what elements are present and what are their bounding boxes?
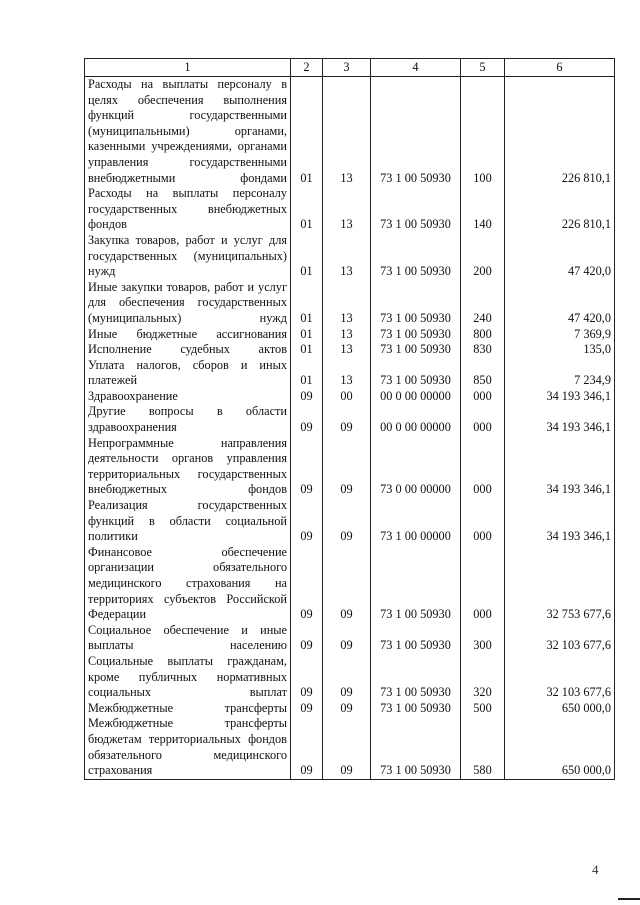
- code-subsection: 09: [323, 654, 371, 701]
- row-description: Межбюджетные трансферты бюджетам территориальных фондов обязательного медицинского страхования: [85, 716, 291, 779]
- table-row: [85, 342, 615, 358]
- table-row: [85, 280, 615, 327]
- table-header-row: [85, 59, 615, 77]
- code-target-article: 73 1 00 50930: [371, 545, 461, 623]
- code-target-article: 73 1 00 50930: [371, 701, 461, 717]
- column-header: 1: [85, 59, 291, 77]
- code-target-article: 73 1 00 50930: [371, 358, 461, 389]
- code-expense-type: 000: [461, 545, 505, 623]
- code-section: 09: [291, 436, 323, 498]
- table-row: [85, 701, 615, 717]
- code-section: 09: [291, 404, 323, 435]
- table-row: [85, 77, 615, 187]
- code-expense-type: 320: [461, 654, 505, 701]
- column-header: 6: [505, 59, 615, 77]
- amount-value: 32 103 677,6: [505, 654, 615, 701]
- code-expense-type: 800: [461, 327, 505, 343]
- row-description: Социальные выплаты гражданам, кроме публичных нормативных социальных выплат: [85, 654, 291, 701]
- code-subsection: 13: [323, 358, 371, 389]
- code-subsection: 09: [323, 701, 371, 717]
- amount-value: 135,0: [505, 342, 615, 358]
- row-description: Иные закупки товаров, работ и услуг для обеспечения государственных (муниципальных) нужд: [85, 280, 291, 327]
- code-target-article: 73 1 00 50930: [371, 77, 461, 187]
- code-expense-type: 140: [461, 186, 505, 233]
- amount-value: 32 103 677,6: [505, 623, 615, 654]
- code-target-article: 73 0 00 00000: [371, 436, 461, 498]
- code-expense-type: 580: [461, 716, 505, 779]
- code-subsection: 13: [323, 186, 371, 233]
- code-target-article: 73 1 00 50930: [371, 716, 461, 779]
- code-subsection: 09: [323, 623, 371, 654]
- table-row: [85, 545, 615, 623]
- code-expense-type: 500: [461, 701, 505, 717]
- code-section: 09: [291, 623, 323, 654]
- amount-value: 7 369,9: [505, 327, 615, 343]
- row-description: Финансовое обеспечение организации обязательного медицинского страхования на территориях субъектов Российской Федерации: [85, 545, 291, 623]
- amount-value: 650 000,0: [505, 701, 615, 717]
- code-section: 01: [291, 77, 323, 187]
- code-section: 09: [291, 389, 323, 405]
- amount-value: 47 420,0: [505, 233, 615, 280]
- row-description: Другие вопросы в области здравоохранения: [85, 404, 291, 435]
- row-description: Исполнение судебных актов: [85, 342, 291, 358]
- code-expense-type: 000: [461, 404, 505, 435]
- table-row: [85, 186, 615, 233]
- code-target-article: 73 1 00 50930: [371, 233, 461, 280]
- code-expense-type: 200: [461, 233, 505, 280]
- amount-value: 650 000,0: [505, 716, 615, 779]
- code-section: 01: [291, 342, 323, 358]
- column-header: 4: [371, 59, 461, 77]
- table-row: [85, 389, 615, 405]
- amount-value: 34 193 346,1: [505, 498, 615, 545]
- code-section: 01: [291, 280, 323, 327]
- row-description: Иные бюджетные ассигнования: [85, 327, 291, 343]
- column-header: 5: [461, 59, 505, 77]
- code-expense-type: 850: [461, 358, 505, 389]
- code-expense-type: 240: [461, 280, 505, 327]
- code-section: 01: [291, 327, 323, 343]
- table-body: [85, 77, 615, 780]
- code-target-article: 00 0 00 00000: [371, 404, 461, 435]
- amount-value: 34 193 346,1: [505, 389, 615, 405]
- code-target-article: 73 1 00 50930: [371, 342, 461, 358]
- table-row: [85, 498, 615, 545]
- code-subsection: 00: [323, 389, 371, 405]
- amount-value: 226 810,1: [505, 186, 615, 233]
- code-target-article: 73 1 00 50930: [371, 623, 461, 654]
- code-section: 09: [291, 716, 323, 779]
- margin-mark: [618, 898, 640, 900]
- table-row: [85, 623, 615, 654]
- row-description: Уплата налогов, сборов и иных платежей: [85, 358, 291, 389]
- code-section: 09: [291, 545, 323, 623]
- code-expense-type: 100: [461, 77, 505, 187]
- row-description: Расходы на выплаты персоналу государственных внебюджетных фондов: [85, 186, 291, 233]
- code-section: 01: [291, 186, 323, 233]
- code-expense-type: 300: [461, 623, 505, 654]
- code-target-article: 73 1 00 50930: [371, 186, 461, 233]
- code-subsection: 13: [323, 342, 371, 358]
- code-target-article: 73 1 00 50930: [371, 654, 461, 701]
- code-expense-type: 000: [461, 436, 505, 498]
- code-expense-type: 000: [461, 389, 505, 405]
- table-row: [85, 358, 615, 389]
- code-subsection: 09: [323, 404, 371, 435]
- column-header: 3: [323, 59, 371, 77]
- amount-value: 34 193 346,1: [505, 436, 615, 498]
- code-subsection: 13: [323, 280, 371, 327]
- budget-table: [84, 58, 615, 780]
- code-subsection: 13: [323, 233, 371, 280]
- table-row: [85, 404, 615, 435]
- row-description: Непрограммные направления деятельности органов управления территориальных государственных внебюджетных фондов: [85, 436, 291, 498]
- table-row: [85, 327, 615, 343]
- page-number: 4: [592, 862, 599, 877]
- table-row: [85, 654, 615, 701]
- row-description: Реализация государственных функций в области социальной политики: [85, 498, 291, 545]
- amount-value: 34 193 346,1: [505, 404, 615, 435]
- code-section: 09: [291, 701, 323, 717]
- row-description: Социальное обеспечение и иные выплаты населению: [85, 623, 291, 654]
- code-section: 09: [291, 498, 323, 545]
- row-description: Закупка товаров, работ и услуг для государственных (муниципальных) нужд: [85, 233, 291, 280]
- code-expense-type: 000: [461, 498, 505, 545]
- code-subsection: 09: [323, 498, 371, 545]
- code-section: 09: [291, 654, 323, 701]
- code-subsection: 13: [323, 77, 371, 187]
- code-subsection: 13: [323, 327, 371, 343]
- amount-value: 47 420,0: [505, 280, 615, 327]
- code-section: 01: [291, 233, 323, 280]
- table-row: [85, 233, 615, 280]
- code-subsection: 09: [323, 716, 371, 779]
- column-header: 2: [291, 59, 323, 77]
- table-row: [85, 716, 615, 779]
- row-description: Расходы на выплаты персоналу в целях обеспечения выполнения функций государственными (муниципальными) органами, казенными учреждениями, органами управления государственными внебюджетными фондами: [85, 77, 291, 187]
- amount-value: 32 753 677,6: [505, 545, 615, 623]
- code-expense-type: 830: [461, 342, 505, 358]
- code-subsection: 09: [323, 436, 371, 498]
- code-target-article: 73 1 00 50930: [371, 327, 461, 343]
- amount-value: 7 234,9: [505, 358, 615, 389]
- code-section: 01: [291, 358, 323, 389]
- code-target-article: 73 1 00 50930: [371, 280, 461, 327]
- code-subsection: 09: [323, 545, 371, 623]
- amount-value: 226 810,1: [505, 77, 615, 187]
- table-row: [85, 436, 615, 498]
- code-target-article: 00 0 00 00000: [371, 389, 461, 405]
- code-target-article: 73 1 00 00000: [371, 498, 461, 545]
- row-description: Здравоохранение: [85, 389, 291, 405]
- row-description: Межбюджетные трансферты: [85, 701, 291, 717]
